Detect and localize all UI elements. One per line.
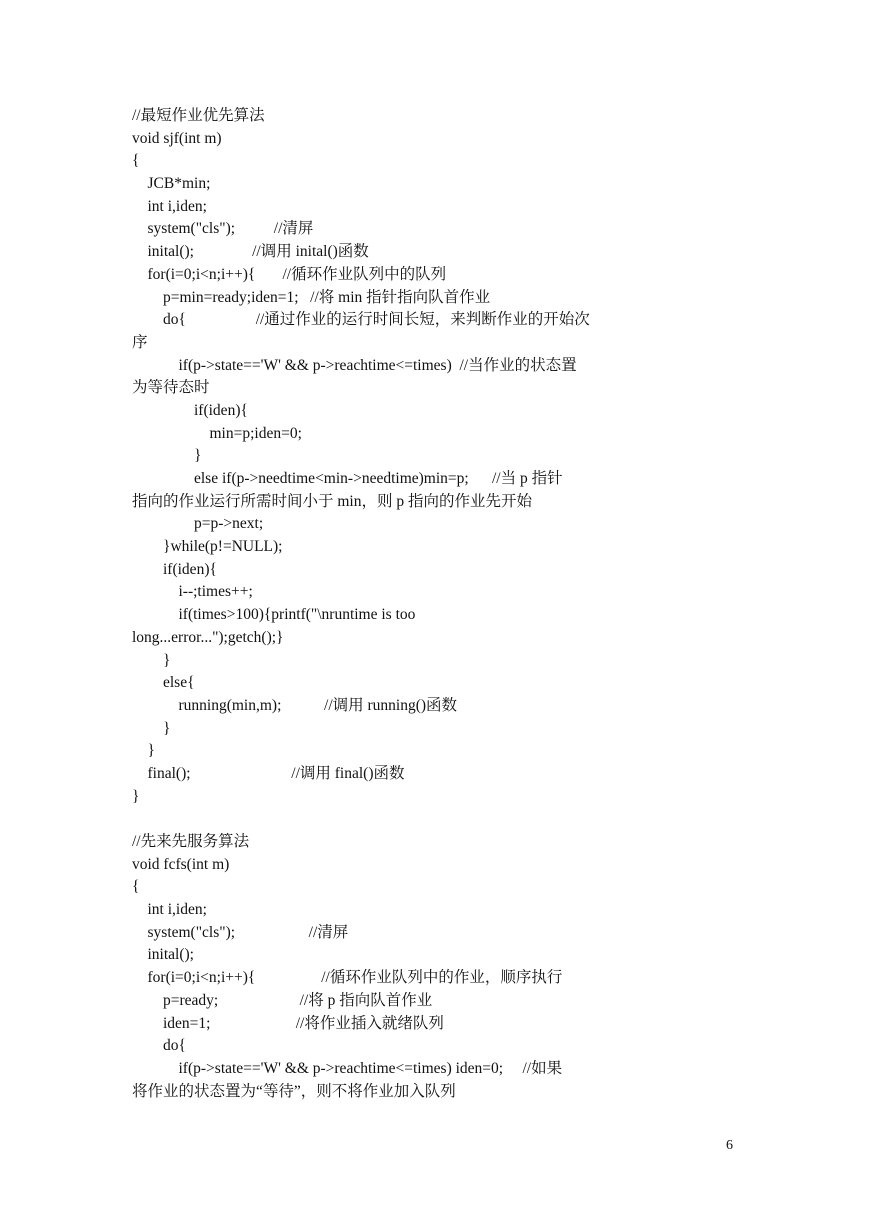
code-line: //先来先服务算法: [132, 833, 250, 850]
code-line: if(p->state=='W' && p->reachtime<=times) iden=0; //如果: [132, 1059, 563, 1077]
code-line: if(iden){: [132, 560, 217, 578]
code-line: void sjf(int m): [132, 129, 222, 147]
code-line: //最短作业优先算法: [132, 107, 265, 124]
code-line: void fcfs(int m): [132, 855, 230, 873]
code-line: {: [132, 878, 140, 896]
code-line: system("cls"); //清屏: [132, 220, 314, 238]
code-line: system("cls"); //清屏: [132, 923, 349, 941]
code-line: else{: [132, 674, 195, 692]
code-line: for(i=0;i<n;i++){ //循环作业队列中的作业，顺序执行: [132, 969, 563, 987]
code-line: 将作业的状态置为“等待”，则不将作业加入队列: [132, 1082, 456, 1100]
code-line: int i,iden;: [132, 901, 207, 919]
code-line: {: [132, 152, 140, 170]
code-line: p=min=ready;iden=1; //将 min 指针指向队首作业: [132, 288, 491, 306]
code-line: inital(); //调用 inital()函数: [132, 243, 369, 261]
code-line: else if(p->needtime<min->needtime)min=p; //当 p 指针: [132, 470, 563, 487]
code-line: int i,iden;: [132, 197, 207, 215]
code-line: do{: [132, 1037, 186, 1055]
code-line: i--;times++;: [132, 583, 253, 601]
code-listing: [132, 105, 742, 1103]
code-line: final(); //调用 final()函数: [132, 764, 405, 782]
code-line: }: [132, 742, 155, 760]
code-line: for(i=0;i<n;i++){ //循环作业队列中的队列: [132, 265, 447, 283]
page-number: 6: [726, 1138, 733, 1153]
code-line: if(iden){: [132, 401, 248, 419]
code-line: iden=1; //将作业插入就绪队列: [132, 1014, 444, 1032]
code-line: 为等待态时: [132, 379, 210, 397]
code-line: if(times>100){printf("\nruntime is too: [132, 606, 416, 624]
code-line: JCB*min;: [132, 175, 211, 193]
code-line: p=p->next;: [132, 515, 264, 533]
code-line: do{ //通过作业的运行时间长短，来判断作业的开始次: [132, 311, 590, 329]
code-line: [132, 808, 742, 831]
code-line: min=p;iden=0;: [132, 424, 302, 442]
code-line: }: [132, 719, 171, 737]
code-line: }: [132, 787, 140, 805]
code-line: running(min,m); //调用 running()函数: [132, 696, 458, 714]
code-line: if(p->state=='W' && p->reachtime<=times) //当作业的状态置: [132, 356, 577, 374]
code-line: p=ready; //将 p 指向队首作业: [132, 991, 433, 1009]
code-line: }: [132, 651, 171, 669]
code-line: 序: [132, 333, 148, 351]
code-line: }while(p!=NULL);: [132, 538, 283, 556]
code-line: 指向的作业运行所需时间小于 min，则 p 指向的作业先开始: [132, 492, 532, 510]
code-line: inital();: [132, 946, 194, 964]
code-line: long...error...");getch();}: [132, 628, 284, 646]
code-line: }: [132, 447, 202, 465]
